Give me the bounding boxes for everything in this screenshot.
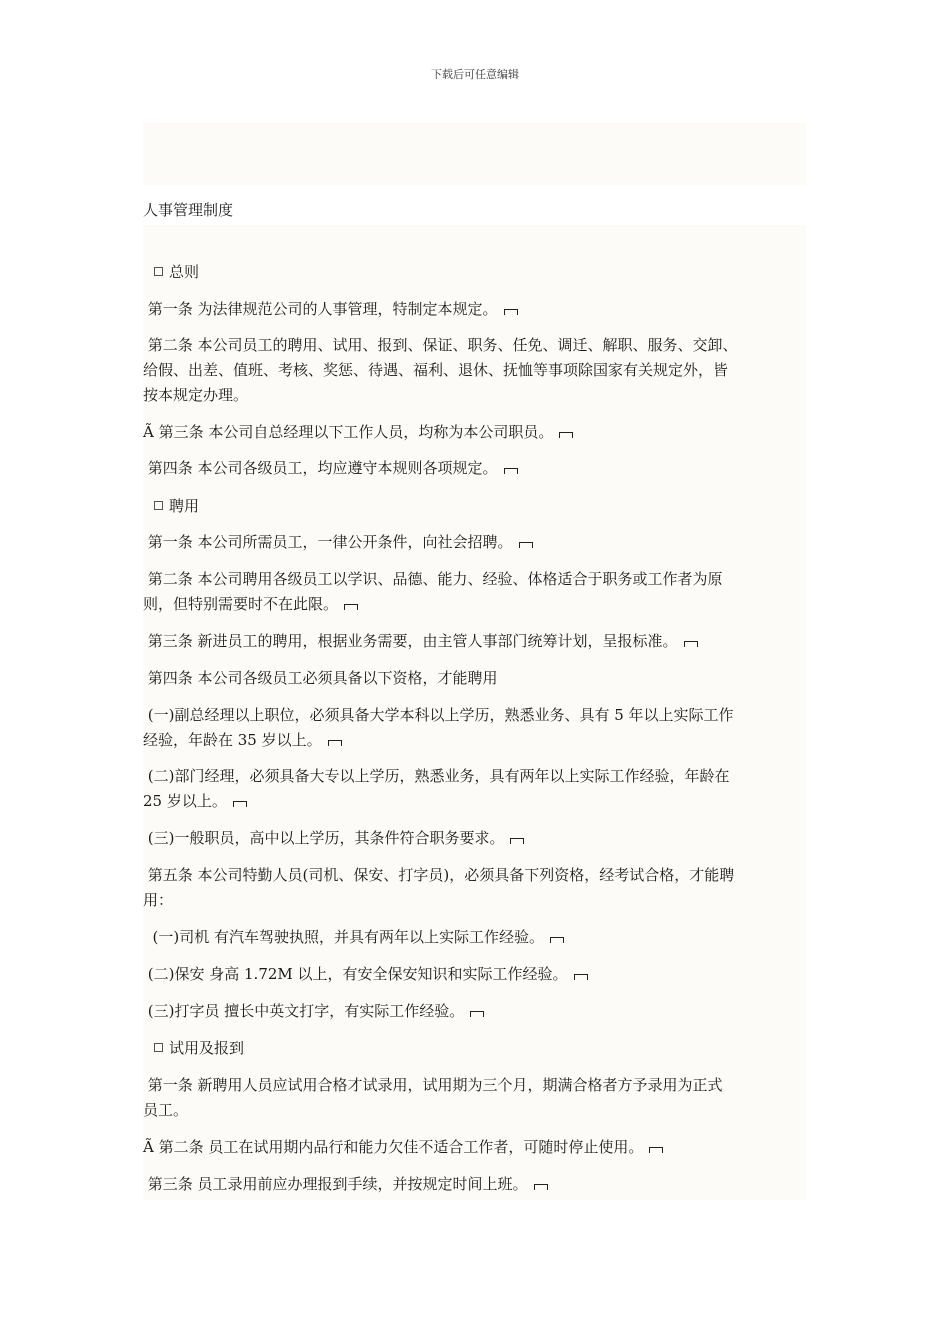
return-mark-icon (534, 1184, 548, 1190)
article-line: 第三条 新进员工的聘用，根据业务需要，由主管人事部门统筹计划，呈报标准。 (143, 629, 806, 654)
section-heading-general: 总则 (143, 260, 806, 285)
return-mark-icon (510, 838, 524, 844)
return-mark-icon (328, 740, 342, 746)
document-title: 人事管理制度 (143, 201, 234, 219)
return-mark-icon (344, 604, 358, 610)
article-line: 第二条 本公司员工的聘用、试用、报到、保证、职务、任免、调迁、解职、服务、交卸、 (143, 336, 738, 354)
return-mark-icon (233, 801, 247, 807)
article-line: 员工。 (143, 1101, 189, 1119)
article-line: 第一条 新聘用人员应试用合格才试录用，试用期为三个月，期满合格者方予录用为正式 (143, 1076, 723, 1094)
article-line: (二)保安 身高 1.72M 以上，有安全保安知识和实际工作经验。 (143, 962, 806, 987)
return-mark-icon (559, 432, 573, 438)
article-line: (三)打字员 擅长中英文打字，有实际工作经验。 (143, 999, 806, 1024)
article-line: 用： (143, 891, 174, 909)
article-line: 第四条 本公司各级员工必须具备以下资格，才能聘用 (143, 669, 498, 687)
article-line: 第四条 本公司各级员工，均应遵守本规则各项规定。 (143, 456, 806, 481)
article-line: (一)司机 有汽车驾驶执照，并具有两年以上实际工作经验。 (143, 925, 806, 950)
article-line: 25 岁以上。 (143, 789, 806, 814)
article-line: 第二条 本公司聘用各级员工以学识、品德、能力、经验、体格适合于职务或工作者为原 (143, 570, 723, 588)
return-mark-icon (684, 641, 698, 647)
return-mark-icon (504, 468, 518, 474)
article-line: 经验，年龄在 35 岁以上。 (143, 728, 806, 753)
page-header: 下载后可任意编辑 (431, 68, 519, 81)
article-line: (三)一般职员，高中以上学历，其条件符合职务要求。 (143, 826, 806, 851)
article-line: (二)部门经理，必须具备大专以上学历，熟悉业务，具有两年以上实际工作经验，年龄在 (143, 767, 730, 785)
article-line: (一)副总经理以上职位，必须具备大学本科以上学历，熟悉业务、具有 5 年以上实际工作 (143, 706, 734, 724)
checkbox-square-icon (154, 267, 163, 276)
article-line: Ã 第二条 员工在试用期内品行和能力欠佳不适合工作者，可随时停止使用。 (143, 1135, 806, 1160)
section-heading-probation: 试用及报到 (143, 1036, 806, 1061)
document-body (143, 225, 806, 1200)
return-mark-icon (470, 1011, 484, 1017)
return-mark-icon (550, 937, 564, 943)
return-mark-icon (519, 542, 533, 548)
checkbox-square-icon (154, 501, 163, 510)
return-mark-icon (649, 1147, 663, 1153)
return-mark-icon (574, 974, 588, 980)
article-line: 第一条 本公司所需员工，一律公开条件，向社会招聘。 (143, 530, 806, 555)
section-heading-hiring: 聘用 (143, 494, 806, 519)
article-line: 按本规定办理。 (143, 386, 249, 404)
return-mark-icon (504, 309, 518, 315)
article-line: 给假、出差、值班、考核、奖惩、待遇、福利、退休、抚恤等事项除国家有关规定外，皆 (143, 361, 729, 379)
article-line: 第五条 本公司特勤人员(司机、保安、打字员)，必须具备下列资格，经考试合格，才能聘 (143, 866, 735, 884)
article-line: 第一条 为法律规范公司的人事管理，特制定本规定。 (143, 297, 806, 322)
article-line: Ã 第三条 本公司自总经理以下工作人员，均称为本公司职员。 (143, 420, 806, 445)
article-line: 则，但特别需要时不在此限。 (143, 592, 806, 617)
article-line: 第三条 员工录用前应办理报到手续，并按规定时间上班。 (143, 1172, 806, 1197)
checkbox-square-icon (154, 1043, 163, 1052)
blank-banner-area (143, 123, 806, 185)
